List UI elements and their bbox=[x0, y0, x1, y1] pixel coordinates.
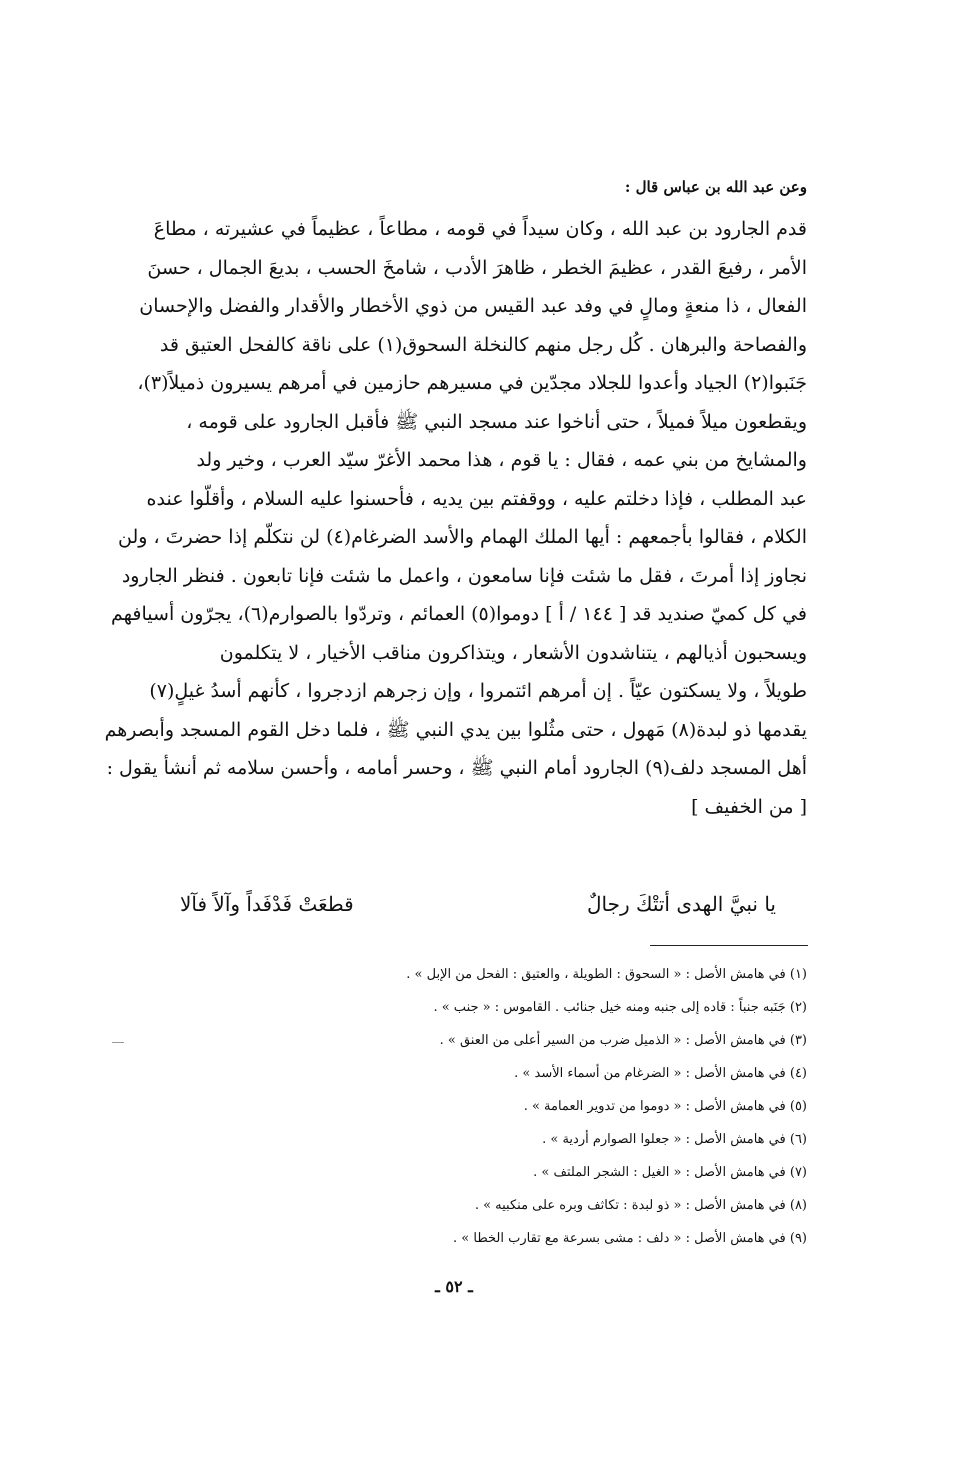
footnote: (٢) جَنَبه جنباً : قاده إلى جنبه ومنه خيل جنائب . القاموس : « جنب » . bbox=[433, 1000, 807, 1015]
footnote: (٩) في هامش الأصل : « دلف : مشى بسرعة مع تقارب الخطا » . bbox=[453, 1231, 807, 1246]
text-line: والفصاحة والبرهان . كُل رجل منهم كالنخلة السحوق(١) على ناقة كالفحل العتيق قد bbox=[159, 333, 807, 356]
text-line: عبد المطلب ، فإذا دخلتم عليه ، ووقفتم بين يديه ، فأحسنوا عليه السلام ، وأقلّوا عنده bbox=[146, 487, 807, 510]
footnote: (٥) في هامش الأصل : « دوموا من تدوير العمامة » . bbox=[523, 1099, 807, 1114]
text-line: يقدمها ذو لبدة(٨) مَهول ، حتى مثُلوا بين يدي النبي ﷺ ، فلما دخل القوم المسجد وأبصرهم bbox=[104, 718, 807, 741]
footnote-separator bbox=[650, 945, 808, 946]
text-line: طويلاً ، ولا يسكتون عيّاً . إن أمرهم ائتمروا ، وإن زجرهم ازدجروا ، كأنهم أسدُ غيلٍ(٧) bbox=[149, 680, 807, 702]
text-line: والمشايخ من بني عمه ، فقال : يا قوم ، هذا محمد الأغرّ سيّد العرب ، وخير ولد bbox=[196, 449, 807, 471]
page-number: ـ ٥٢ ـ bbox=[435, 1277, 473, 1296]
main-text-block bbox=[104, 210, 807, 826]
poetic-meter-label: [ من الخفيف ] bbox=[691, 795, 807, 818]
text-line: نجاوز إذا أمرتَ ، فقل ما شئت فإنا سامعون ، واعمل ما شئت فإنا تابعون . فنظر الجارود bbox=[121, 564, 807, 587]
text-line: الأمر ، رفيعَ القدر ، عظيمَ الخطر ، ظاهرَ الأدب ، شامخَ الحسب ، بديعَ الجمال ، حسنَ bbox=[147, 256, 807, 279]
footnote: (١) في هامش الأصل : « السحوق : الطويلة ، والعتيق : الفحل من الإبل » . bbox=[406, 967, 807, 982]
text-line: الكلام ، فقالوا بأجمعهم : أيها الملك الهمام والأسد الضرغام(٤) لن نتكلّم إذا حضرتَ ، ولن bbox=[118, 526, 807, 548]
text-line: ويقطعون ميلاً فميلاً ، حتى أناخوا عند مسجد النبي ﷺ فأقبل الجارود على قومه ، bbox=[186, 410, 807, 433]
margin-mark bbox=[112, 1042, 124, 1043]
footnote: (٨) في هامش الأصل : « ذو لبدة : تكاثف وبره على منكبيه » . bbox=[474, 1198, 807, 1213]
verse-first-hemistich: يا نبيَّ الهدى أتتْكَ رجالٌ bbox=[586, 892, 776, 916]
text-line: ويسحبون أذيالهم ، يتناشدون الأشعار ، ويتذاكرون مناقب الأخيار ، لا يتكلمون bbox=[219, 641, 807, 664]
footnote: (٣) في هامش الأصل : « الذميل ضرب من السير أعلى من العنق » . bbox=[439, 1033, 807, 1048]
text-line: جَنَبوا(٢) الجياد وأعدوا للجلاد مجدّين في مسيرهم حازمين في أمرهم يسيرون ذميلاً(٣)، bbox=[137, 372, 807, 394]
verse-second-hemistich: قطعَتْ فَدْفَداً وآلاً فآلا bbox=[180, 892, 354, 916]
footnotes-list bbox=[147, 958, 807, 1255]
chapter-intro-line: وعن عبد الله بن عباس قال : bbox=[624, 178, 807, 196]
footnote: (٧) في هامش الأصل : « الغيل : الشجر الملتف » . bbox=[533, 1165, 807, 1180]
footnote: (٤) في هامش الأصل : « الضرغام من أسماء الأسد » . bbox=[514, 1066, 807, 1081]
footnote: (٦) في هامش الأصل : « جعلوا الصوارم أردية » . bbox=[542, 1132, 807, 1147]
text-line: أهل المسجد دلف(٩) الجارود أمام النبي ﷺ ، وحسر أمامه ، وأحسن سلامه ثم أنشأ يقول : bbox=[106, 757, 807, 779]
poem-verse bbox=[160, 886, 800, 926]
text-line: في كل كميّ صنديد قد [ ١٤٤ / أ ] دوموا(٥) العمائم ، وتردّوا بالصوارم(٦)، يجرّون أسيافهم bbox=[111, 603, 807, 625]
text-line: قدم الجارود بن عبد الله ، وكان سيداً في قومه ، مطاعاً ، عظيماً في عشيرته ، مطاعَ bbox=[153, 218, 807, 240]
text-line: الفعال ، ذا منعةٍ ومالٍ في وفد عبد القيس من ذوي الأخطار والأقدار والفضل والإحسان bbox=[139, 295, 807, 317]
